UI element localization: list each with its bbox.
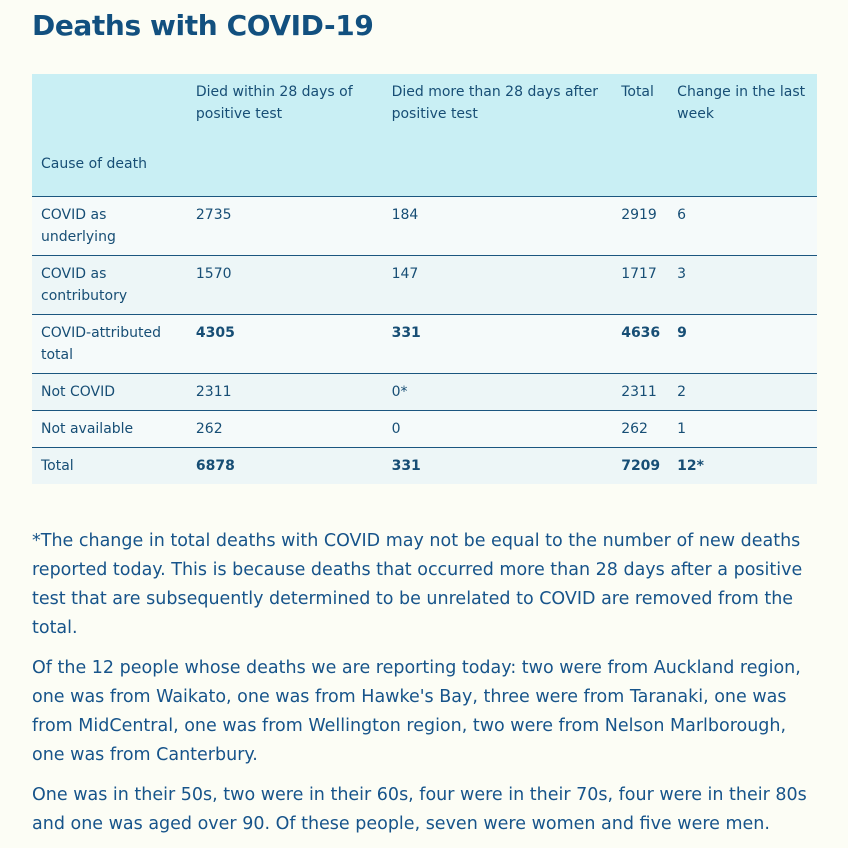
- cell-after28: 0*: [391, 383, 408, 400]
- cell-total: 1717: [621, 265, 657, 282]
- notes: [32, 527, 822, 848]
- demographics-paragraph: One was in their 50s, two were in their 60s, four were in their 70s, four were in their 80s and one was aged over 90. Of these people, seven were women and five were men.: [32, 785, 807, 834]
- cell-cause: Total: [41, 457, 74, 474]
- cell-cause: COVID as underlying: [41, 206, 116, 245]
- cell-total: 2311: [621, 383, 657, 400]
- header-died-within-28-days: Died within 28 days of positive test: [195, 84, 353, 122]
- cell-total: 262: [621, 420, 648, 437]
- table-row: [32, 410, 817, 447]
- cell-change: 12*: [677, 457, 704, 474]
- header-total: Total: [621, 84, 654, 100]
- header-cause-of-death: Cause of death: [41, 155, 147, 172]
- cell-cause: COVID-attributed total: [41, 324, 162, 363]
- cell-within28: 2311: [195, 383, 232, 400]
- cell-total: 2919: [621, 206, 657, 223]
- cell-change: 1: [677, 420, 687, 437]
- table-row: [32, 196, 817, 255]
- cell-total: 7209: [621, 457, 661, 474]
- cell-after28: 331: [391, 457, 421, 474]
- cell-change: 6: [677, 206, 687, 223]
- cell-within28: 1570: [195, 265, 232, 282]
- cell-change: 9: [677, 324, 687, 341]
- cell-change: 3: [677, 265, 687, 282]
- regions-paragraph: Of the 12 people whose deaths we are reporting today: two were from Auckland region, one was from Waikato, one was from Hawke's Bay, three were from Taranaki, one was from MidCentral, one was from Wellington region, two were from Nelson Marlborough, one was from Canterbury.: [32, 658, 801, 765]
- header-died-after-28-days: Died more than 28 days after positive test: [391, 84, 599, 122]
- cell-after28: 147: [391, 265, 419, 282]
- cell-within28: 262: [195, 420, 223, 437]
- header-change-last-week: Change in the last week: [677, 84, 806, 122]
- cell-after28: 0: [391, 420, 401, 437]
- cell-total: 4636: [621, 324, 661, 341]
- cell-within28: 2735: [195, 206, 232, 223]
- table-row: [32, 373, 817, 410]
- footnote-paragraph: *The change in total deaths with COVID may not be equal to the number of new deaths reported today. This is because deaths that occurred more than 28 days after a positive test that are subsequently determined to be unrelated to COVID are removed from the total.: [32, 531, 803, 638]
- cell-within28: 4305: [195, 324, 235, 341]
- cell-within28: 6878: [195, 457, 235, 474]
- cell-after28: 331: [391, 324, 421, 341]
- cell-change: 2: [677, 383, 687, 400]
- page-title: Deaths with COVID-19: [32, 9, 374, 42]
- cell-cause: Not available: [41, 420, 134, 437]
- cell-after28: 184: [391, 206, 419, 223]
- table-row-total: [32, 447, 817, 484]
- table-row: [32, 255, 817, 314]
- cell-cause: Not COVID: [41, 383, 116, 400]
- table-row: [32, 314, 817, 373]
- deaths-table: [32, 74, 817, 484]
- table-header-row: [32, 74, 817, 196]
- cell-cause: COVID as contributory: [41, 265, 128, 304]
